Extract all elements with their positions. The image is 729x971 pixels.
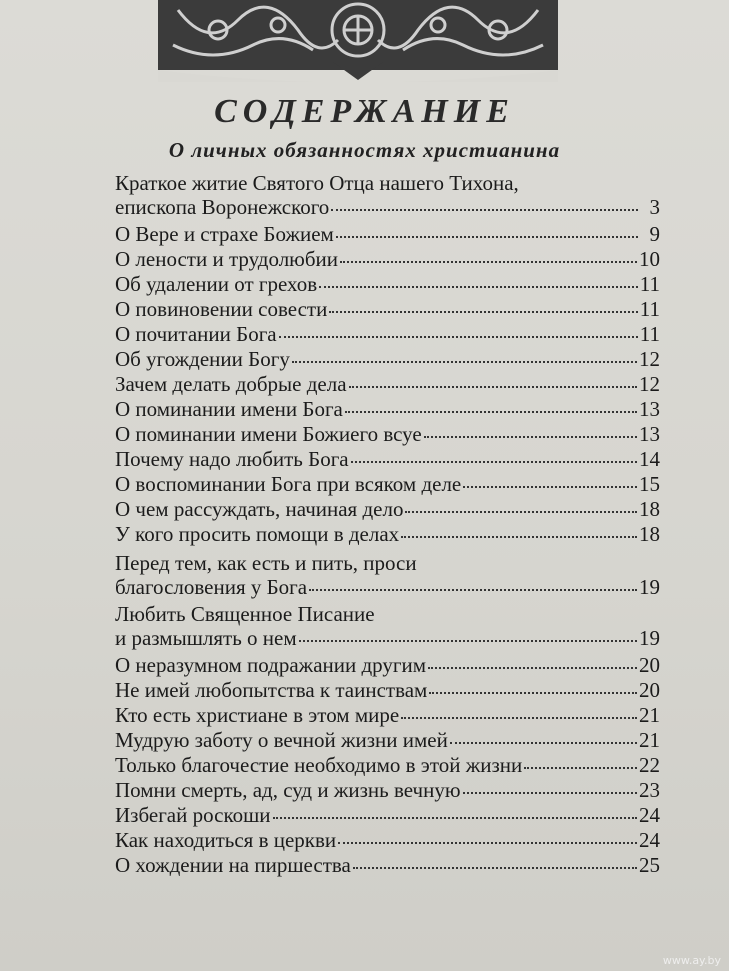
toc-entry-page: 14 <box>639 446 660 471</box>
toc-entry-page: 19 <box>639 574 660 599</box>
toc-entry-title: Об угождении Богу <box>115 346 290 371</box>
toc-entry-title: О неразумном подражании другим <box>115 652 427 677</box>
toc-entry-page: 18 <box>639 496 660 521</box>
toc-entry[interactable] <box>115 422 660 447</box>
toc-entry-page: 24 <box>639 802 660 827</box>
toc-entry-page: 13 <box>639 421 660 446</box>
toc-entry[interactable] <box>115 728 660 753</box>
toc-entry[interactable] <box>115 447 660 472</box>
toc-entry[interactable] <box>115 828 660 853</box>
toc-entry[interactable] <box>115 803 660 828</box>
toc-entry[interactable] <box>115 472 660 497</box>
toc-entry-title: Кто есть христиане в этом мире <box>115 702 400 727</box>
table-of-contents <box>115 171 660 878</box>
toc-entry-title: Избегай роскоши <box>115 802 271 827</box>
toc-entry[interactable] <box>115 678 660 703</box>
toc-entry-title: Не имей любопытства к таинствам <box>115 677 428 702</box>
toc-entry-title: О повиновении совести <box>115 296 328 321</box>
toc-entry-title: и размышлять о нем <box>115 625 297 650</box>
toc-entry[interactable] <box>115 272 660 297</box>
toc-entry[interactable] <box>115 347 660 372</box>
toc-entry-title: Помни смерть, ад, суд и жизнь вечную <box>115 777 461 802</box>
leader-dots <box>401 717 637 719</box>
toc-entry-title: Об удалении от грехов <box>115 271 318 296</box>
leader-dots <box>463 486 637 488</box>
toc-entry[interactable] <box>115 703 660 728</box>
leader-dots <box>405 511 637 513</box>
leader-dots <box>299 640 637 642</box>
toc-entry-page: 3 <box>649 195 660 219</box>
toc-entry[interactable] <box>115 247 660 272</box>
toc-entry-title: О хождении на пиршества <box>115 852 351 877</box>
toc-entry-page: 22 <box>639 752 660 777</box>
toc-entry-title: епископа Воронежского <box>115 195 330 219</box>
toc-entry[interactable] <box>115 753 660 778</box>
leader-dots <box>524 767 637 769</box>
leader-dots <box>351 461 637 463</box>
toc-entry-page: 19 <box>639 625 660 650</box>
leader-dots <box>292 361 637 363</box>
toc-entry[interactable] <box>115 602 660 650</box>
toc-entry[interactable] <box>115 778 660 803</box>
leader-dots <box>309 589 637 591</box>
leader-dots <box>336 236 638 238</box>
toc-entry-title: благословения у Бога <box>115 574 308 599</box>
toc-entry-title: О воспоминании Бога при всяком деле <box>115 471 462 496</box>
toc-entry[interactable] <box>115 497 660 522</box>
toc-entry[interactable] <box>115 853 660 878</box>
toc-entry-title: О лености и трудолюбии <box>115 246 339 271</box>
toc-entry-page: 12 <box>639 371 660 396</box>
toc-entry-title: О Вере и страхе Божием <box>115 222 334 246</box>
leader-dots <box>429 692 637 694</box>
leader-dots <box>450 742 637 744</box>
toc-entry-page: 20 <box>639 677 660 702</box>
leader-dots <box>345 411 637 413</box>
leader-dots <box>273 817 637 819</box>
toc-entry-title: О почитании Бога <box>115 321 277 346</box>
toc-entry-title: Почему надо любить Бога <box>115 446 349 471</box>
toc-entry[interactable] <box>115 372 660 397</box>
leader-dots <box>279 336 638 338</box>
toc-entry-page: 21 <box>639 727 660 752</box>
leader-dots <box>353 867 637 869</box>
toc-entry-page: 24 <box>639 827 660 852</box>
toc-entry-page: 25 <box>639 852 660 877</box>
toc-entry-title: Зачем делать добрые дела <box>115 371 347 396</box>
toc-entry-title-line1: Краткое житие Святого Отца нашего Тихона, <box>115 171 519 195</box>
leader-dots <box>331 209 638 211</box>
toc-entry[interactable] <box>115 171 660 219</box>
toc-entry-page: 10 <box>639 246 660 271</box>
toc-entry-title: О чем рассуждать, начиная дело <box>115 496 404 521</box>
leader-dots <box>340 261 637 263</box>
leader-dots <box>329 311 637 313</box>
toc-entry[interactable] <box>115 297 660 322</box>
toc-entry-page: 20 <box>639 652 660 677</box>
toc-entry[interactable] <box>115 522 660 551</box>
contents-heading: СОДЕРЖАНИЕ <box>214 93 515 130</box>
toc-entry[interactable] <box>115 397 660 422</box>
leader-dots <box>463 792 637 794</box>
leader-dots <box>349 386 637 388</box>
leader-dots <box>401 536 637 538</box>
toc-entry[interactable] <box>115 322 660 347</box>
toc-entry-title: Как находиться в церкви <box>115 827 337 852</box>
toc-entry-title: О поминании имени Божиего всуе <box>115 421 422 446</box>
toc-entry-page: 11 <box>639 296 660 321</box>
section-subheading: О личных обязанностях христианина <box>168 138 561 162</box>
ornamental-headpiece-icon <box>158 0 558 82</box>
toc-entry-page: 13 <box>639 396 660 421</box>
toc-entry-title: Мудрую заботу о вечной жизни имей <box>115 727 448 752</box>
toc-entry-page: 23 <box>639 777 660 802</box>
site-watermark: www.ay.by <box>662 954 721 967</box>
toc-entry-page: 12 <box>639 346 660 371</box>
toc-entry[interactable] <box>115 222 660 247</box>
toc-entry[interactable] <box>115 653 660 678</box>
toc-entry-page: 15 <box>639 471 660 496</box>
leader-dots <box>428 667 637 669</box>
toc-entry-page: 9 <box>649 222 660 246</box>
toc-entry-title: Только благочестие необходимо в этой жизни <box>115 752 523 777</box>
toc-entry-title: У кого просить помощи в делах <box>115 521 400 546</box>
toc-entry[interactable] <box>115 551 660 599</box>
leader-dots <box>319 286 638 288</box>
toc-entry-page: 11 <box>639 271 660 296</box>
leader-dots <box>424 436 637 438</box>
toc-entry-title: О поминании имени Бога <box>115 396 343 421</box>
toc-entry-title-line1: Перед тем, как есть и пить, проси <box>115 550 417 575</box>
toc-entry-title-line1: Любить Священное Писание <box>115 601 375 626</box>
toc-entry-page: 18 <box>639 521 660 546</box>
toc-entry-page: 21 <box>639 702 660 727</box>
toc-entry-page: 11 <box>639 321 660 346</box>
leader-dots <box>338 842 637 844</box>
